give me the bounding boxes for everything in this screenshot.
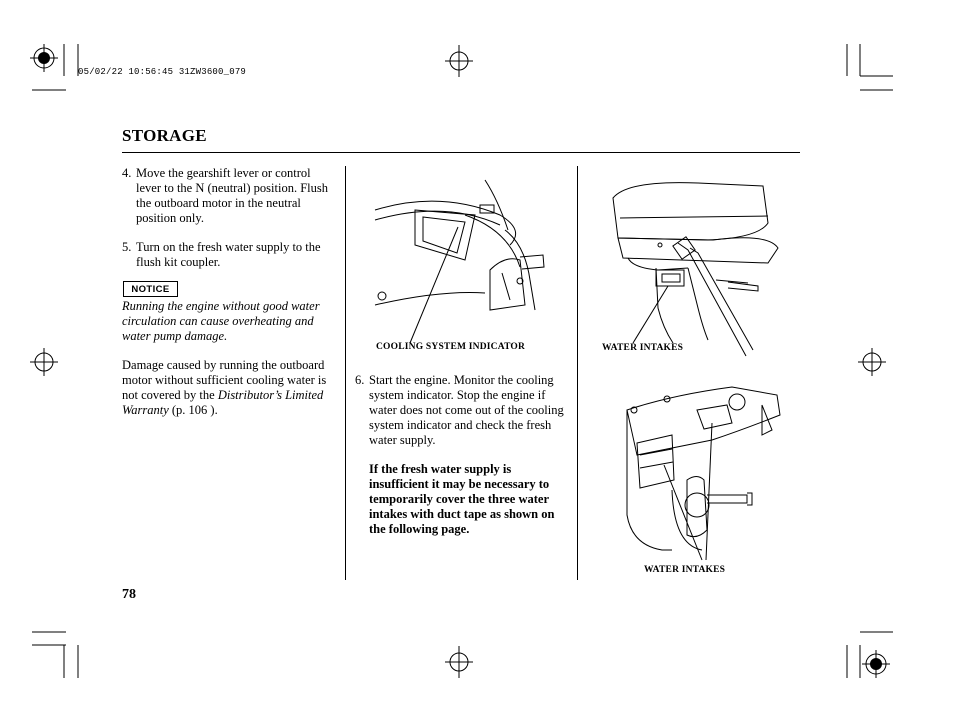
step-number: 5. xyxy=(122,240,132,254)
damage-note xyxy=(122,358,337,418)
notice-badge: NOTICE xyxy=(123,281,178,297)
water-intakes-top-illustration xyxy=(598,178,778,348)
column-divider-right xyxy=(577,166,578,580)
step-5 xyxy=(122,240,337,270)
caption-water-intakes-bottom: WATER INTAKES xyxy=(644,565,726,575)
step-text: Move the gearshift lever or control lever to the N (neutral) position. Flush the outboard motor in the neutral position only. xyxy=(136,166,328,225)
step-text: Start the engine. Monitor the cooling system indicator. Stop the engine if water does not come out of the cooling system indicator and check the fresh water supply. xyxy=(369,373,564,447)
step-6 xyxy=(355,373,570,448)
damage-note-text: Damage caused by running the outboard motor without sufficient cooling water is not covered by the xyxy=(122,358,327,402)
step-text: Turn on the fresh water supply to the flush kit coupler. xyxy=(136,240,321,269)
bold-note: If the fresh water supply is insufficient it may be necessary to temporarily cover the three water intakes with duct tape as shown on the following page. xyxy=(369,462,555,536)
section-title: STORAGE xyxy=(122,126,207,145)
step-number: 6. xyxy=(355,373,365,387)
cooling-indicator-illustration xyxy=(360,175,560,335)
warranty-title: Distributor’s Limited Warranty xyxy=(122,388,324,417)
page-number: 78 xyxy=(122,587,136,602)
caption-water-intakes-top: WATER INTAKES xyxy=(602,343,684,353)
warranty-page-ref: (p. 106 ). xyxy=(171,403,218,417)
water-intakes-bottom-illustration xyxy=(612,385,792,565)
print-stamp: 05/02/22 10:56:45 31ZW3600_079 xyxy=(78,67,247,77)
title-rule xyxy=(122,152,800,153)
column-divider-left xyxy=(345,166,346,580)
step-4 xyxy=(122,166,337,226)
step-number: 4. xyxy=(122,166,132,180)
caption-cooling-indicator: COOLING SYSTEM INDICATOR xyxy=(376,342,526,352)
notice-text: Running the engine without good water circulation can cause overheating and water pump damage. xyxy=(122,299,320,343)
